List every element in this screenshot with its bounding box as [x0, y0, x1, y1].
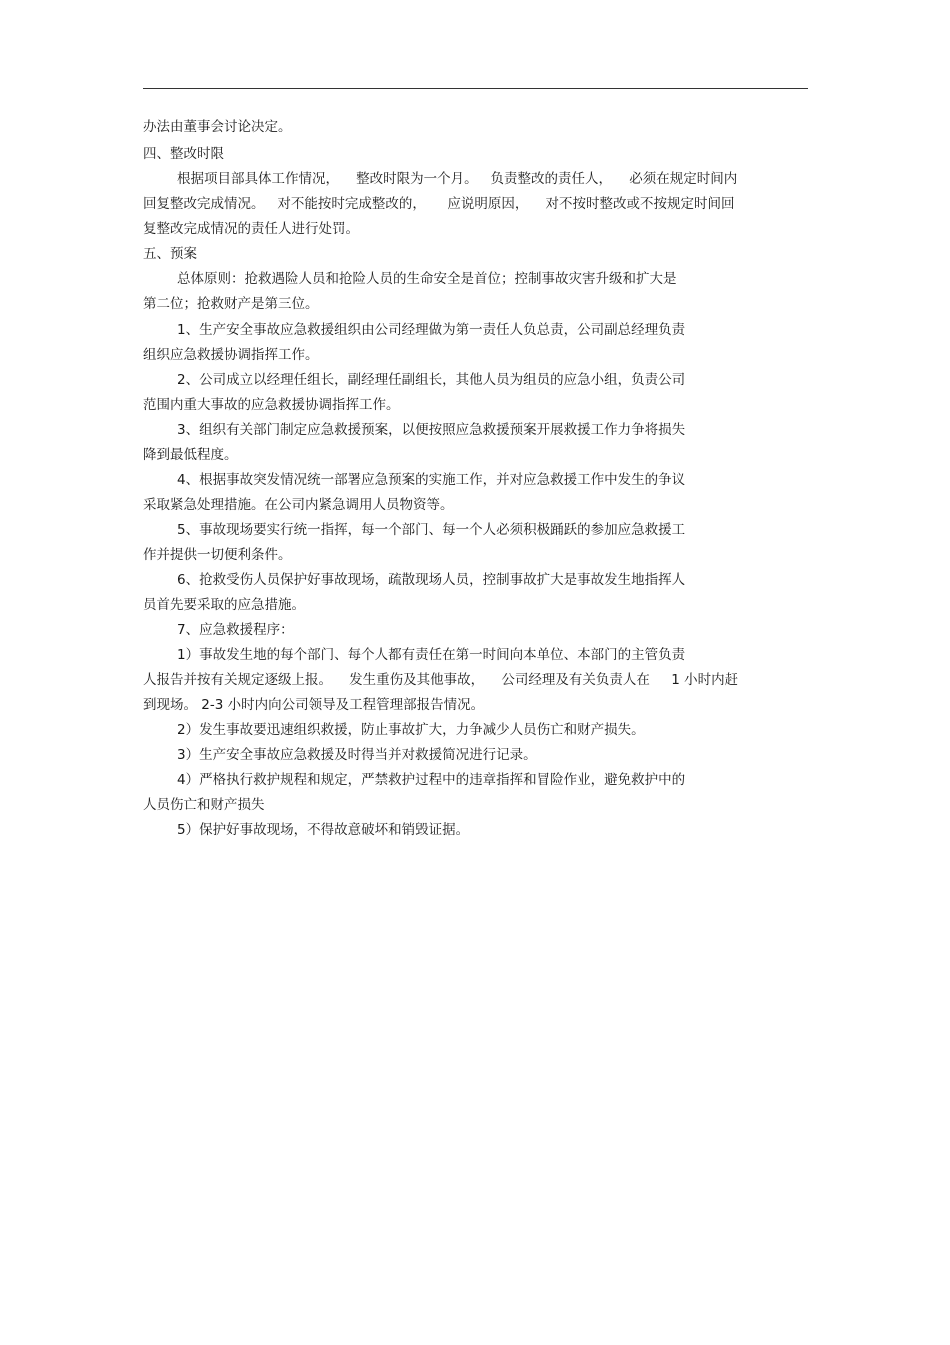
section-heading: 五、预案: [143, 246, 197, 262]
text-line: 办法由董事会讨论决定。: [143, 119, 292, 135]
text-line: 采取紧急处理措施。在公司内紧急调用人员物资等。: [143, 497, 454, 513]
text-line: 范围内重大事故的应急救援协调指挥工作。: [143, 397, 400, 413]
text-line: 4）严格执行救护规程和规定，严禁救护过程中的违章指挥和冒险作业，避免救护中的: [177, 772, 686, 788]
text-line: 6、抢救受伤人员保护好事故现场，疏散现场人员，控制事故扩大是事故发生地指挥人: [177, 572, 686, 588]
text-line: 降到最低程度。: [143, 447, 238, 463]
text-line: 5）保护好事故现场，不得故意破坏和销毁证据。: [177, 822, 470, 838]
text-line: 总体原则：抢救遇险人员和抢险人员的生命安全是首位；控制事故灾害升级和扩大是: [177, 271, 677, 287]
text-line: 组织应急救援协调指挥工作。: [143, 347, 319, 363]
text-line: 2）发生事故要迅速组织救援，防止事故扩大，力争减少人员伤亡和财产损失。: [177, 722, 645, 738]
text-line: 复整改完成情况的责任人进行处罚。: [143, 221, 359, 237]
text-line: 到现场。 2-3 小时内向公司领导及工程管理部报告情况。: [143, 697, 485, 713]
text-line: 2、公司成立以经理任组长，副经理任副组长，其他人员为组员的应急小组，负责公司: [177, 372, 686, 388]
text-line: 根据项目部具体工作情况， 整改时限为一个月。 负责整改的责任人， 必须在规定时间内: [177, 171, 738, 187]
section-heading: 四、整改时限: [143, 146, 224, 162]
text-line: 7、应急救援程序：: [177, 622, 294, 638]
header-rule: [143, 88, 808, 89]
text-line: 5、事故现场要实行统一指挥，每一个部门、每一个人必须积极踊跃的参加应急救援工: [177, 522, 686, 538]
text-line: 作并提供一切便利条件。: [143, 547, 292, 563]
text-line: 员首先要采取的应急措施。: [143, 597, 305, 613]
text-line: 3）生产安全事故应急救援及时得当并对救援简况进行记录。: [177, 747, 537, 763]
text-line: 4、根据事故突发情况统一部署应急预案的实施工作，并对应急救援工作中发生的争议: [177, 472, 686, 488]
text-line: 1）事故发生地的每个部门、每个人都有责任在第一时间向本单位、本部门的主管负责: [177, 647, 686, 663]
text-line: 人报告并按有关规定逐级上报。 发生重伤及其他事故， 公司经理及有关负责人在 1 小时内赶: [143, 672, 739, 688]
text-line: 人员伤亡和财产损失: [143, 797, 265, 813]
text-line: 1、生产安全事故应急救援组织由公司经理做为第一责任人负总责，公司副总经理负责: [177, 322, 686, 338]
text-line: 回复整改完成情况。 对不能按时完成整改的， 应说明原因， 对不按时整改或不按规定时间回: [143, 196, 735, 212]
text-line: 第二位；抢救财产是第三位。: [143, 296, 319, 312]
text-line: 3、组织有关部门制定应急救援预案，以便按照应急救援预案开展救援工作力争将损失: [177, 422, 686, 438]
